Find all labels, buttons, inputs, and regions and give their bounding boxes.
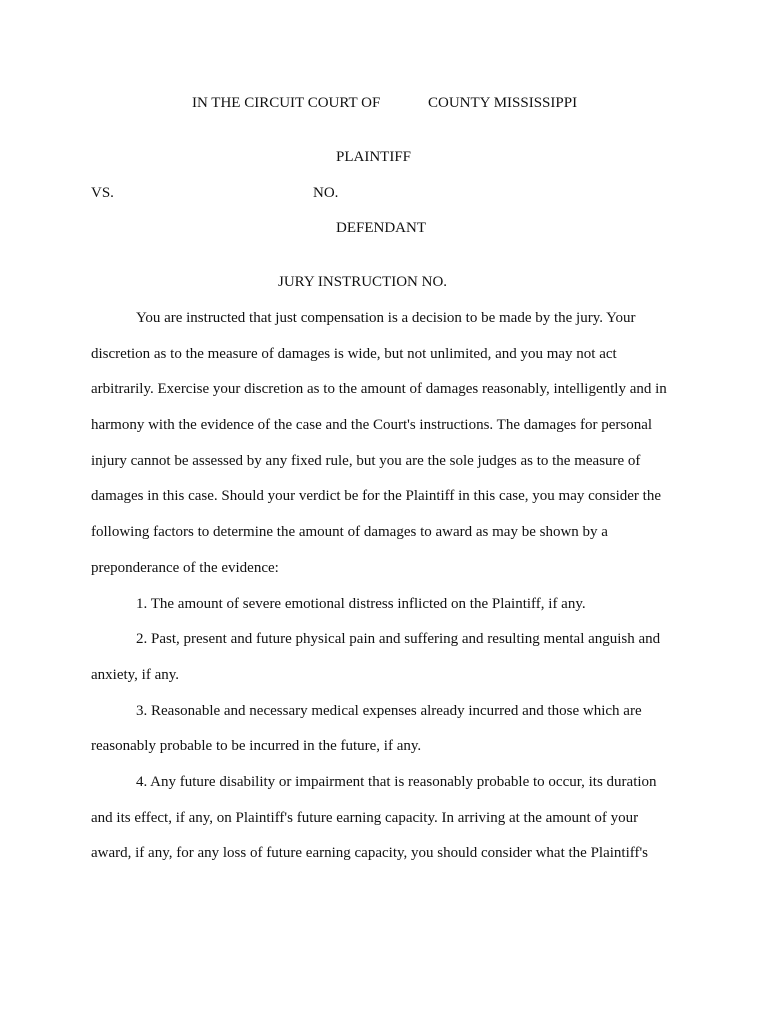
- list-item-3: 3. Reasonable and necessary medical expenses already incurred and those which are: [136, 703, 642, 719]
- body-line: You are instructed that just compensation is a decision to be made by the jury. Your: [136, 310, 636, 326]
- body-line: following factors to determine the amount of damages to award as may be shown by a: [91, 524, 608, 540]
- court-name-left: IN THE CIRCUIT COURT OF: [192, 95, 381, 111]
- defendant-label: DEFENDANT: [336, 220, 426, 236]
- body-line: preponderance of the evidence:: [91, 560, 279, 576]
- list-item-4-continued: award, if any, for any loss of future earning capacity, you should consider what the Plaintiff's: [91, 845, 648, 861]
- instruction-title: JURY INSTRUCTION NO.: [278, 274, 448, 290]
- case-number-label: NO.: [313, 185, 339, 201]
- list-item-2-continued: anxiety, if any.: [91, 667, 180, 683]
- body-line: injury cannot be assessed by any fixed rule, but you are the sole judges as to the measure of: [91, 453, 641, 469]
- plaintiff-label: PLAINTIFF: [336, 149, 412, 165]
- versus-label: VS.: [91, 185, 114, 201]
- body-line: damages in this case. Should your verdict be for the Plaintiff in this case, you may consider the: [91, 488, 662, 504]
- court-name-right: COUNTY MISSISSIPPI: [428, 95, 578, 111]
- body-line: discretion as to the measure of damages is wide, but not unlimited, and you may not act: [91, 346, 617, 362]
- list-item-2: 2. Past, present and future physical pain and suffering and resulting mental anguish and: [136, 631, 661, 647]
- body-line: harmony with the evidence of the case and the Court's instructions. The damages for personal: [91, 417, 653, 433]
- list-item-1: 1. The amount of severe emotional distress inflicted on the Plaintiff, if any.: [136, 596, 586, 612]
- list-item-4: 4. Any future disability or impairment that is reasonably probable to occur, its duration: [136, 774, 657, 790]
- list-item-4-continued: and its effect, if any, on Plaintiff's future earning capacity. In arriving at the amount of your: [91, 810, 639, 826]
- list-item-3-continued: reasonably probable to be incurred in the future, if any.: [91, 738, 422, 754]
- body-line: arbitrarily. Exercise your discretion as to the amount of damages reasonably, intelligently and in: [91, 381, 667, 397]
